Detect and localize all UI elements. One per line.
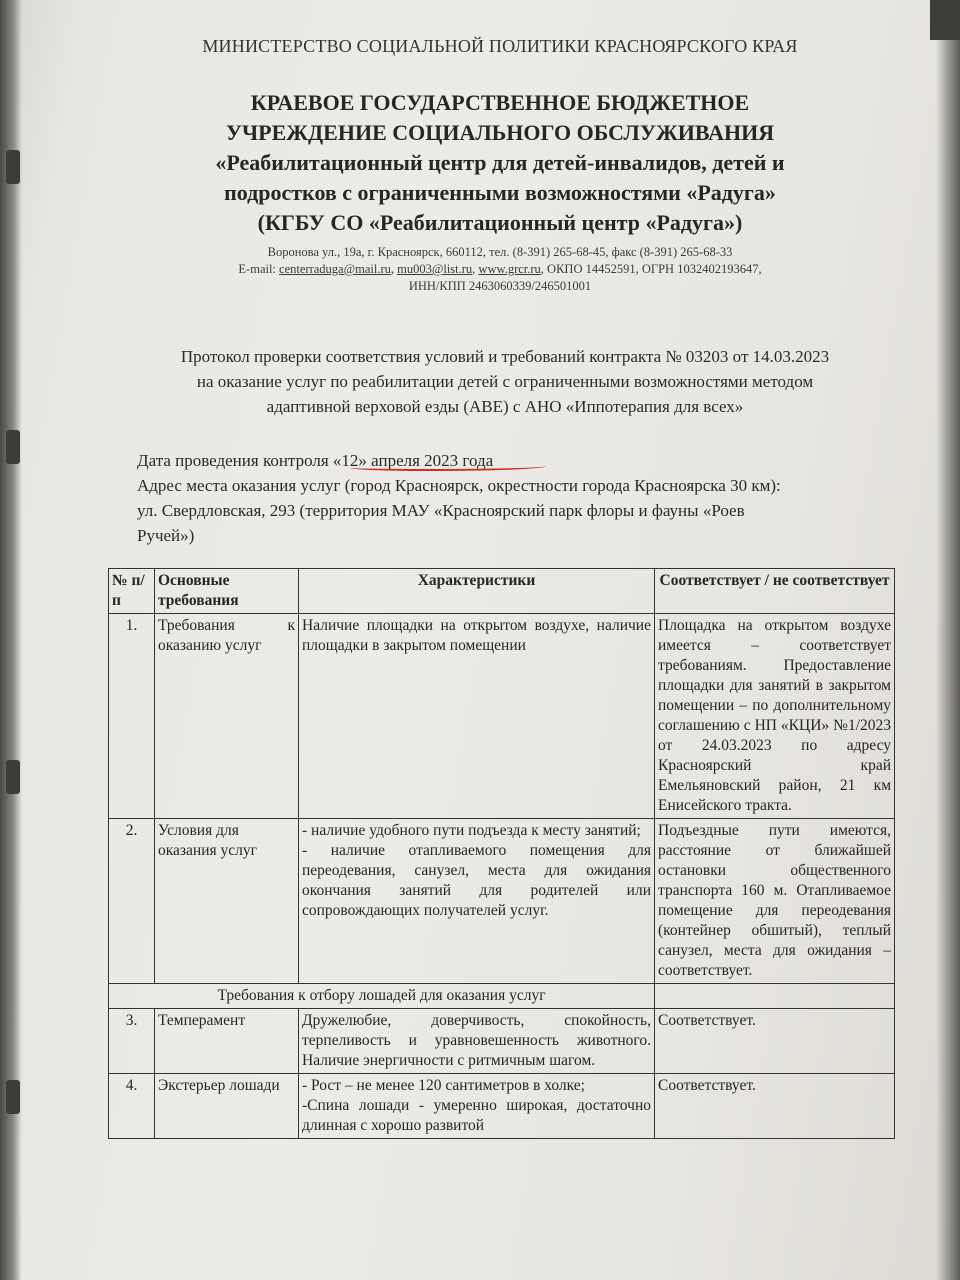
row-requirement: Условия для оказания услуг [155,819,299,984]
requirements-table [108,568,895,1139]
binding-staple-icon [6,760,20,794]
characteristic-item: - наличие отапливаемого помещения для переодевания, санузел, места для ожидания окончания занятий для родителей или сопровождающих получателей услуг. [302,842,651,919]
org-title-line: УЧРЕЖДЕНИЕ СОЦИАЛЬНОГО ОБСЛУЖИВАНИЯ [225,120,775,145]
characteristic-item: - Рост – не менее 120 сантиметров в холке; [302,1077,585,1094]
protocol-line: Протокол проверки соответствия условий и требований контракта № 03203 от 14.03.2023 [180,347,830,366]
service-address-line: ул. Свердловская, 293 (территория МАУ «Красноярский парк флоры и фауны «Роев [137,501,745,520]
ministry-header: МИНИСТЕРСТВО СОЦИАЛЬНОЙ ПОЛИТИКИ КРАСНОЯРСКОГО КРАЯ [202,36,798,56]
group-title: Требования к отбору лошадей для оказания услуг [109,984,655,1009]
column-header-compliance: Соответствует / не соответствует [655,569,895,614]
protocol-line: на оказание услуг по реабилитации детей с ограниченными возможностями методом [196,372,814,391]
email-label: E-mail: [238,262,280,276]
row-characteristic: Наличие площадки на открытом воздухе, наличие площадки в закрытом помещении [299,614,655,819]
row-number: 4. [109,1074,155,1139]
service-address-line: Ручей») [137,526,195,545]
org-title-line: КРАЕВОЕ ГОСУДАРСТВЕННОЕ БЮДЖЕТНОЕ [250,90,750,115]
row-characteristic [299,1074,655,1139]
characteristic-item: - наличие удобного пути подъезда к месту занятий; [302,822,641,839]
row-characteristic [299,819,655,984]
registration-codes: , ОКПО 14452591, ОГРН 1032402193647, [540,262,762,276]
date-label: Дата проведения контроля [137,451,333,470]
table-row [109,614,895,819]
row-compliance: Площадка на открытом воздухе имеется – соответствует требованиям. Предоставление площадки для занятий в закрытом помещении – по дополнительному соглашению с НП «КЦИ» №1/2023 от 24.03.2023 по адресу Красноярский край Емельяновский район, 21 км Енисейского тракта. [655,614,895,819]
address-line: Воронова ул., 19а, г. Красноярск, 660112, тел. (8-391) 265-68-45, факс (8-391) 265-68-33 [267,245,733,259]
table-group-row [109,984,895,1009]
org-title-line: «Реабилитационный центр для детей-инвалидов, детей и [215,150,785,175]
website-link[interactable]: www.grcr.ru [478,262,541,276]
row-requirement: Темперамент [155,1009,299,1074]
table-row [109,1009,895,1074]
row-number: 1. [109,614,155,819]
table-row [109,1074,895,1139]
row-characteristic: Дружелюбие, доверчивость, спокойность, терпеливость и уравновешенность животного. Наличие энергичности с ритмичным шагом. [299,1009,655,1074]
tax-id-line: ИНН/КПП 2463060339/246501001 [408,279,592,293]
column-header-characteristics: Характеристики [299,569,655,614]
date-value: «12» апреля 2023 года [332,451,494,470]
email-link[interactable]: centerraduga@mail.ru [279,262,391,276]
column-header-requirements: Основные требования [155,569,299,614]
row-requirement: Требования к оказанию услуг [155,614,299,819]
table-header-row [109,569,895,614]
page-corner-shadow [930,0,960,40]
organization-address [0,244,960,295]
row-compliance: Соответствует. [655,1009,895,1074]
group-empty-cell [655,984,895,1009]
org-title-line: (КГБУ СО «Реабилитационный центр «Радуга») [257,210,743,235]
org-title-line: подростков с ограниченными возможностями «Радуга» [224,180,776,205]
protocol-line: адаптивной верховой езды (АВЕ) с АНО «Иппотерапия для всех» [266,397,744,416]
row-number: 3. [109,1009,155,1074]
row-requirement: Экстерьер лошади [155,1074,299,1139]
row-compliance: Подъездные пути имеются, расстояние от ближайшей остановки общественного транспорта 160 м. Отапливаемое помещение для переодевания (контейнер обшитый), теплый санузел, места для ожидания – соответствует. [655,819,895,984]
row-compliance: Соответствует. [655,1074,895,1139]
service-address-line: Адрес места оказания услуг (город Красноярск, окрестности города Красноярска 30 км): [137,476,781,495]
row-number: 2. [109,819,155,984]
characteristic-item: -Спина лошади - умеренно широкая, достаточно длинная с хорошо развитой [302,1097,651,1134]
column-header-number: № п/п [109,569,155,614]
binding-staple-icon [6,430,20,464]
protocol-title [0,344,960,419]
table-row [109,819,895,984]
email-link[interactable]: mu003@list.ru [397,262,473,276]
binding-staple-icon [6,1080,20,1114]
contacts-line: E-mail: centerraduga@mail.ru, mu003@list.ru, www.grcr.ru, ОКПО 14452591, ОГРН 1032402193647, [238,262,762,276]
organization-title [0,88,960,238]
